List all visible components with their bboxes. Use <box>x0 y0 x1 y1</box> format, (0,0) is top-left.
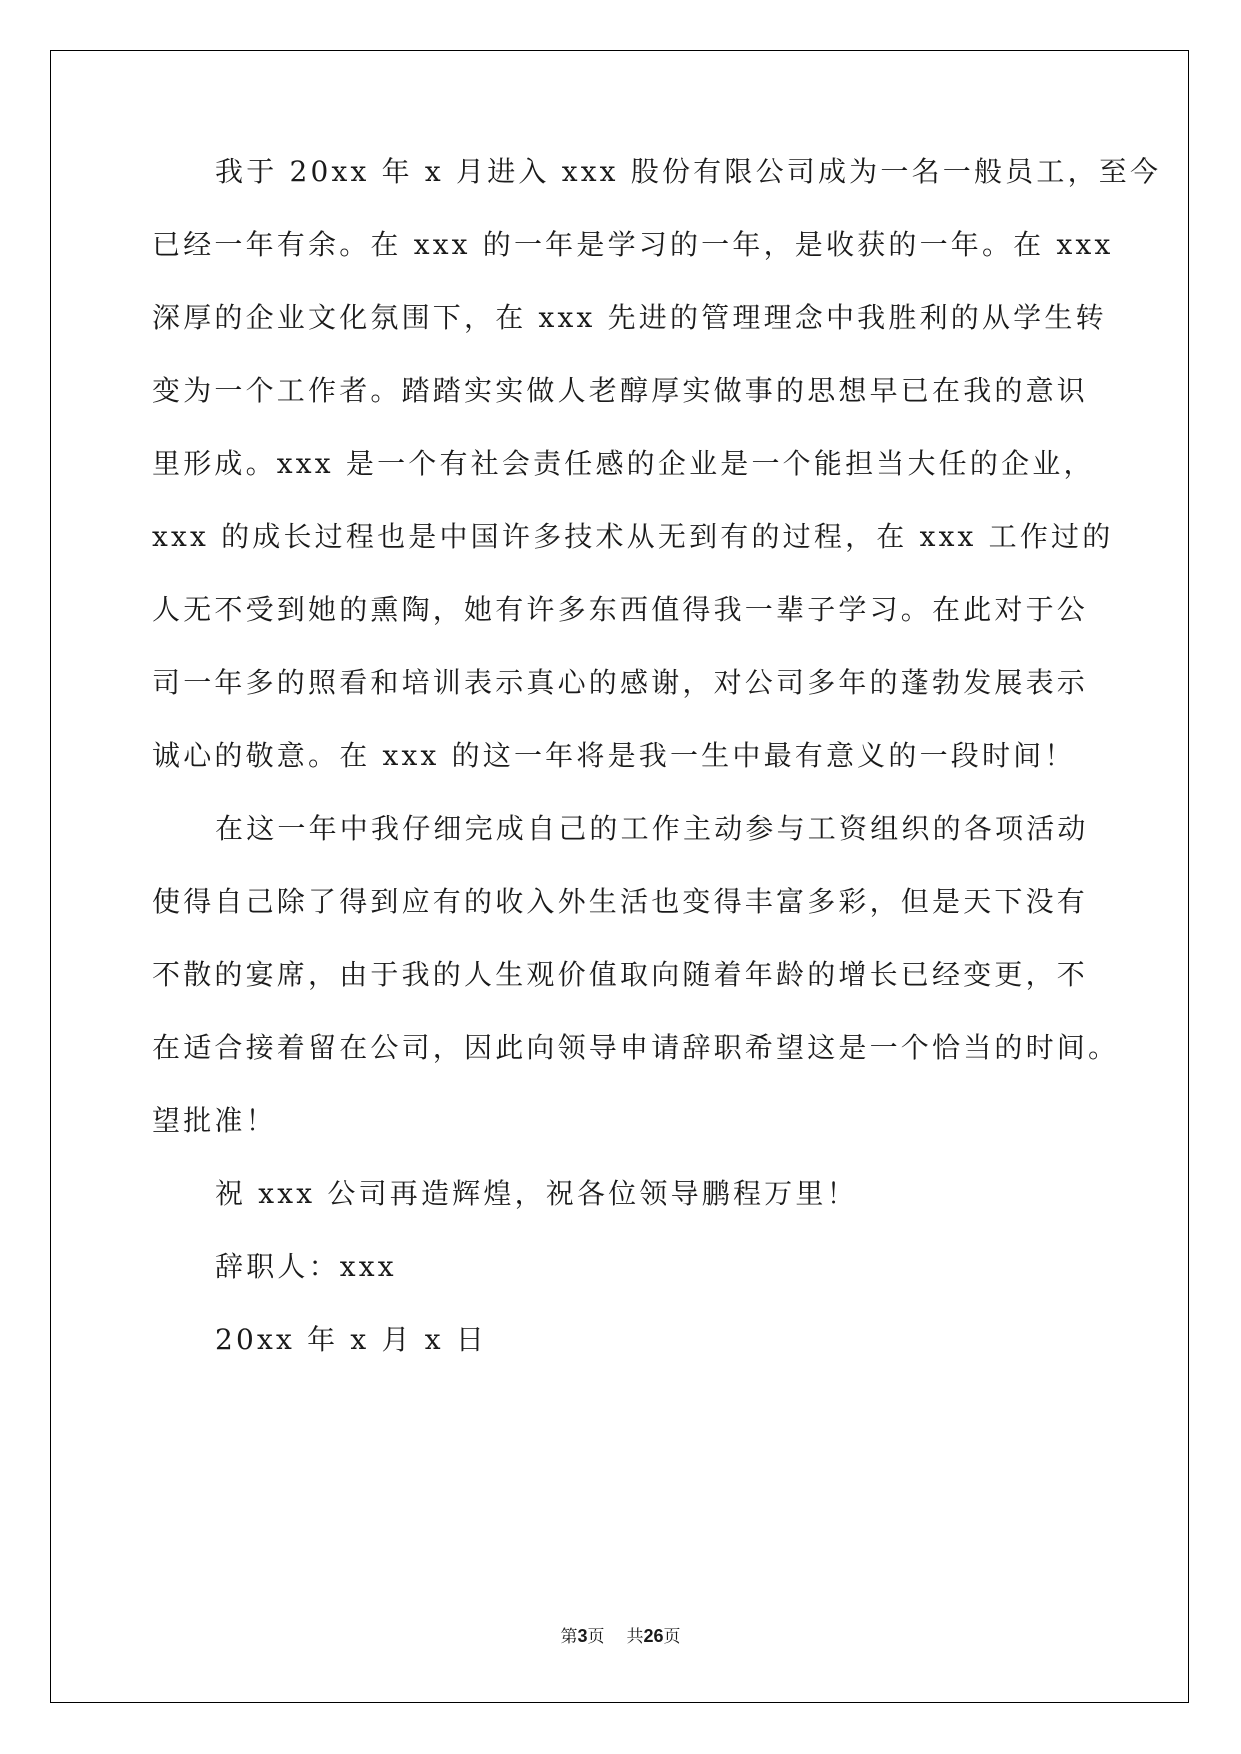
paragraph-1-line-1: 我于 20xx 年 x 月进入 xxx 股份有限公司成为一名一般员工，至今 <box>215 155 1162 188</box>
signature-line: 辞职人：xxx <box>215 1250 397 1283</box>
paragraph-2-line-5: 望批准！ <box>152 1104 277 1137</box>
paragraph-1-line-3: 深厚的企业文化氛围下，在 xxx 先进的管理理念中我胜利的从学生转 <box>152 301 1107 334</box>
paragraph-2-line-1: 在这一年中我仔细完成自己的工作主动参与工资组织的各项活动 <box>215 812 1089 845</box>
paragraph-2-line-4: 在适合接着留在公司，因此向领导申请辞职希望这是一个恰当的时间。 <box>152 1031 1120 1064</box>
paragraph-1-line-9: 诚心的敬意。在 xxx 的这一年将是我一生中最有意义的一段时间！ <box>152 739 1076 772</box>
paragraph-1-line-8: 司一年多的照看和培训表示真心的感谢，对公司多年的蓬勃发展表示 <box>152 666 1089 699</box>
paragraph-1-line-7: 人无不受到她的熏陶，她有许多东西值得我一辈子学习。在此对于公 <box>152 593 1089 626</box>
paragraph-1-line-5: 里形成。xxx 是一个有社会责任感的企业是一个能担当大任的企业， <box>152 447 1095 480</box>
page-number: 3 <box>577 1626 588 1646</box>
paragraph-2-line-3: 不散的宴席，由于我的人生观价值取向随着年龄的增长已经变更，不 <box>152 958 1089 991</box>
page-prefix: 第 <box>560 1627 578 1647</box>
total-prefix: 共 <box>626 1627 644 1647</box>
page-footer <box>0 1624 1241 1649</box>
date-line: 20xx 年 x 月 x 日 <box>215 1323 488 1356</box>
paragraph-1-line-6: xxx 的成长过程也是中国许多技术从无到有的过程，在 xxx 工作过的 <box>152 520 1114 553</box>
total-suffix: 页 <box>663 1627 681 1647</box>
total-pages: 26 <box>643 1626 664 1646</box>
blessing-line: 祝 xxx 公司再造辉煌，祝各位领导鹏程万里！ <box>215 1177 858 1210</box>
paragraph-2-line-2: 使得自己除了得到应有的收入外生活也变得丰富多彩，但是天下没有 <box>152 885 1089 918</box>
paragraph-1-line-2: 已经一年有余。在 xxx 的一年是学习的一年，是收获的一年。在 xxx <box>152 228 1114 261</box>
page-suffix: 页 <box>587 1627 605 1647</box>
paragraph-1-line-4: 变为一个工作者。踏踏实实做人老醇厚实做事的思想早已在我的意识 <box>152 374 1089 407</box>
